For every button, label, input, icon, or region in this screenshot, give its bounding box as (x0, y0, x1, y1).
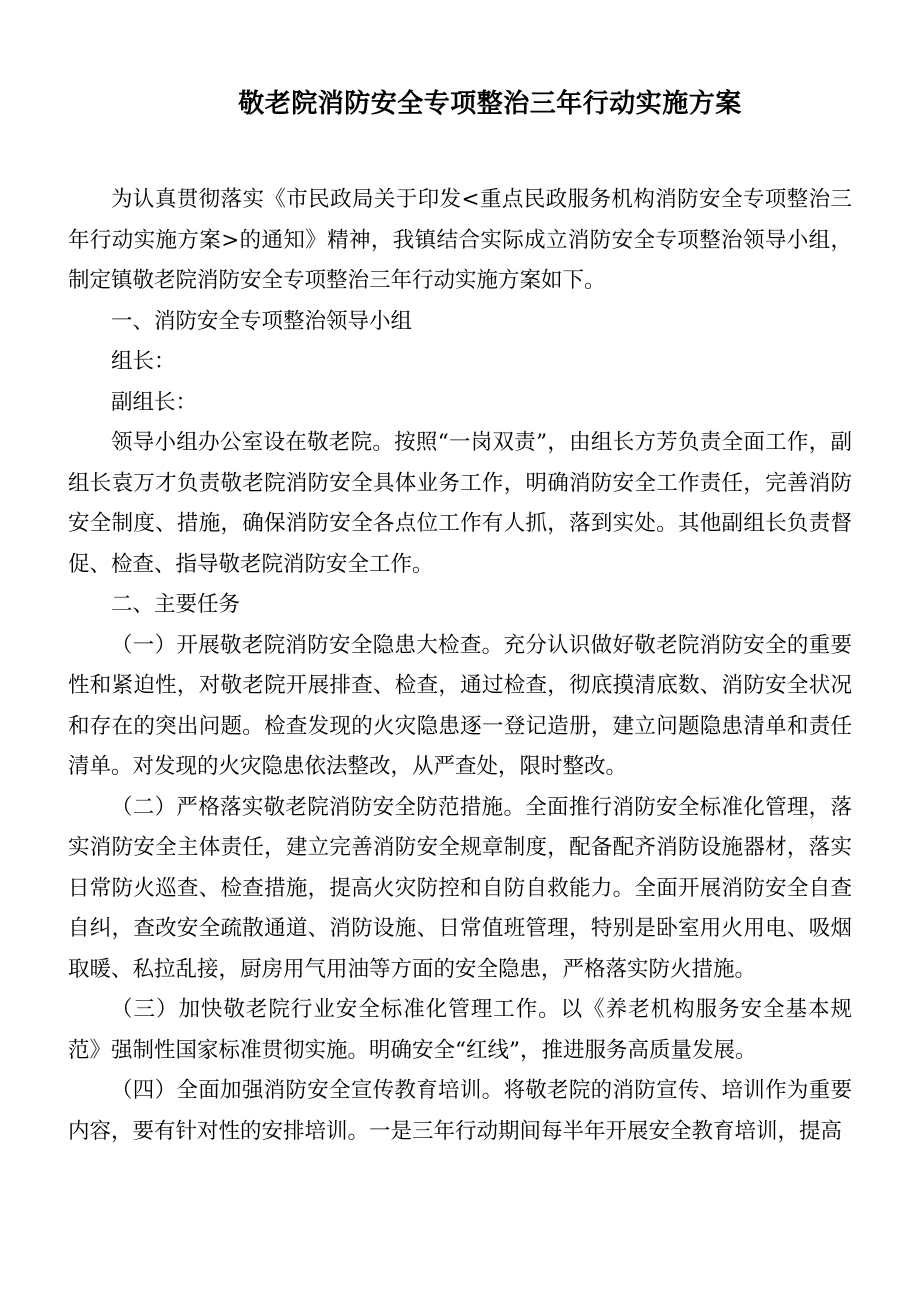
task-paragraph-3: （三）加快敬老院行业安全标准化管理工作。以《养老机构服务安全基本规范》强制性国家标准贯彻实施。明确安全“红线”，推进服务高质量发展。 (68, 997, 852, 1063)
section-heading-tasks: 二、主要任务 (111, 592, 241, 617)
deputy-leader-line: 副组长： (111, 389, 198, 415)
intro-paragraph: 为认真贯彻落实《市民政局关于印发<重点民政服务机构消防安全专项整治三年行动实施方案>的通知》精神，我镇结合实际成立消防安全专项整治领导小组，制定镇敬老院消防安全专项整治三年行动实施方案如下。 (68, 187, 852, 293)
section-heading-leadership: 一、消防安全专项整治领导小组 (111, 308, 413, 334)
document-body (68, 180, 852, 1152)
leader-line: 组长： (111, 349, 176, 374)
task-paragraph-4: （四）全面加强消防安全宣传教育培训。将敬老院的消防宣传、培训作为重要内容，要有针对性的安排培训。一是三年行动期间每半年开展安全教育培训，提高 (68, 1078, 852, 1144)
document-title: 敬老院消防安全专项整治三年行动实施方案 (238, 89, 742, 119)
task-paragraph-2: （二）严格落实敬老院消防安全防范措施。全面推行消防安全标准化管理，落实消防安全主体责任，建立完善消防安全规章制度，配备配齐消防设施器材，落实日常防火巡查、检查措施，提高火灾防控和自防自救能力。全面开展消防安全自查自纠，查改安全疏散通道、消防设施、日常值班管理，特别是卧室用火用电、吸烟取暖、私拉乱接，厨房用气用油等方面的安全隐患，严格落实防火措施。 (68, 794, 852, 982)
task-paragraph-1: （一）开展敬老院消防安全隐患大检查。充分认识做好敬老院消防安全的重要性和紧迫性，对敬老院开展排查、检查，通过检查，彻底摸清底数、消防安全状况和存在的突出问题。检查发现的火灾隐患逐一登记造册，建立问题隐患清单和责任清单。对发现的火灾隐患依法整改，从严查处，限时整改。 (68, 632, 852, 779)
office-paragraph: 领导小组办公室设在敬老院。按照“一岗双责”，由组长方芳负责全面工作，副组长袁万才负责敬老院消防安全具体业务工作，明确消防安全工作责任，完善消防安全制度、措施，确保消防安全各点位工作有人抓，落到实处。其他副组长负责督促、检查、指导敬老院消防安全工作。 (68, 430, 852, 577)
